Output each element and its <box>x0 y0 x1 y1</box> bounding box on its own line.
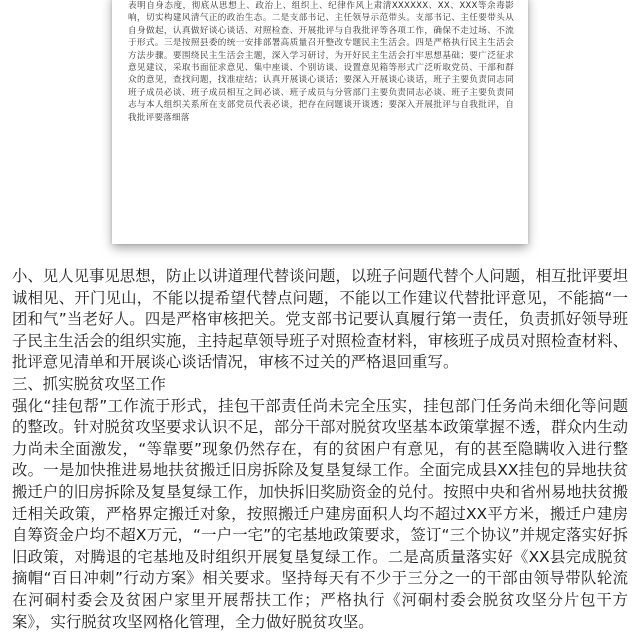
section-heading: 三、抓实脱贫攻坚工作 <box>12 374 166 393</box>
thumbnail-text: 表明自身态度，彻底从思想上、政治上、组织上、纪律作风上肃清XXXXXX、XX、XXX等余毒影响，切实构建风清气正的政治生态。二是支部书记、主任领导示范带头。支部书记、主任要带头从自身做起，认真做好谈心谈话、对照检查、开展批评与自我批评等各项工作，确保不走过场、不流于形式。三是按照县委的统一安排部署高质量召开整改专题民主生活会。四是严格执行民主生活会方法步骤。要围绕民主生活会主题，深入学习研讨，为开好民主生活会打牢思想基础；要广泛征求意见建议，采取书面征求意见、集中座谈、个别访谈、设置意见箱等形式广泛听取党员、干部和群众的意见，查找问题，找准症结；认真开展谈心谈话；要深入开展谈心谈话，班子主要负责同志同班子成员必谈、班子成员相互之间必谈、班子成员与分管部门主要负责同志必谈、班子主要负责同志与本人组织关系所在支部党员代表必谈，把存在问题谈开谈透；要深入开展批评与自我批评，自我批评要落细落 <box>128 1 514 123</box>
document-preview-area <box>0 0 640 262</box>
document-body <box>12 266 628 633</box>
paragraph-review: 小、见人见事见思想，防止以讲道理代替谈问题，以班子问题代替个人问题，相互批评要坦诚相见、开门见山，不能以提希望代替点问题，不能以工作建议代替批评意见，不能搞“一团和气”当老好人。四是严格审核把关。党支部书记要认真履行第一责任，负责抓好领导班子民主生活会的组织实施，主持起草领导班子对照检查材料，审核班子成员对照检查材料、批评意见清单和开展谈心谈话情况，审核不过关的严格退回重写。 <box>12 267 628 372</box>
paragraph-poverty: 强化“挂包帮”工作流于形式，挂包干部责任尚未完全压实，挂包部门任务尚未细化等问题的整改。针对脱贫攻坚要求认识不足，部分干部对脱贫攻坚基本政策掌握不透，群众内生动力尚未全面激发，“等靠要”现象仍然存在，有的贫困户有意见，有的甚至隐瞒收入进行整改。一是加快推进易地扶贫搬迁旧房拆除及复垦复绿工作。全面完成县XX挂包的异地扶贫搬迁户的旧房拆除及复垦复绿工作，加快拆旧奖励资金的兑付。按照中央和省州易地扶贫搬迁相关政策，严格界定搬迁对象，按照搬迁户建房面积人均不超过XX平方米，搬迁户建房自筹资金户均不超X万元，“一户一宅”的宅基地政策要求，签订“三个协议”并规定落实好拆旧政策，对腾退的宅基地及时组织开展复垦复绿工作。二是高质量落实好《XX县完成脱贫摘帽“百日冲刺”行动方案》相关要求。坚持每天有不少于三分之一的干部由领导带队轮流在河硐村委会及贫困户家里开展帮扶工作；严格执行《河硐村委会脱贫攻坚分片包干方案》，实行脱贫攻坚网格化管理，全力做好脱贫攻坚。 <box>12 396 628 631</box>
document-page-thumbnail[interactable] <box>112 0 528 244</box>
